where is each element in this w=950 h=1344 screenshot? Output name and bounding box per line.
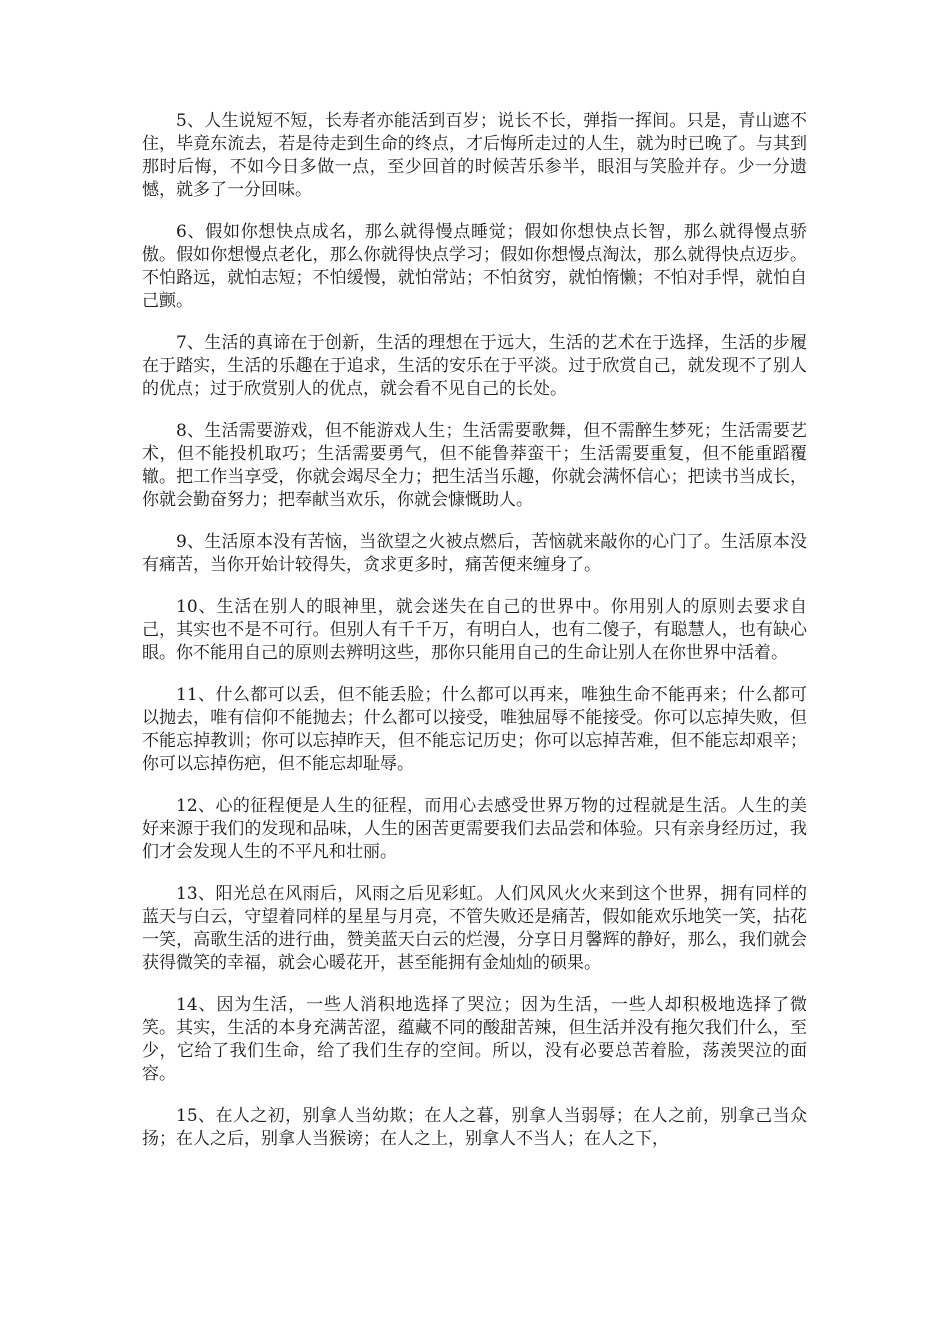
paragraph-7: 7、生活的真谛在于创新，生活的理想在于远大，生活的艺术在于选择，生活的步履在于踏实，生活的乐趣在于追求，生活的安乐在于平淡。过于欣赏自己，就发现不了别人的优点；过于欣赏别人的优点，就会看不见自己的长处。	[142, 333, 807, 399]
paragraph-12: 12、心的征程便是人生的征程，而用心去感受世界万物的过程就是生活。人生的美好来源于我们的发现和品味，人生的困苦更需要我们去品尝和体验。只有亲身经历过，我们才会发现人生的不平凡和壮丽。	[142, 796, 807, 862]
paragraph-11: 11、什么都可以丢，但不能丢脸；什么都可以再来，唯独生命不能再来；什么都可以抛去，唯有信仰不能抛去；什么都可以接受，唯独屈辱不能接受。你可以忘掉失败，但不能忘掉教训；你可以忘掉昨天，但不能忘记历史；你可以忘掉苦难，但不能忘却艰辛；你可以忘掉伤疤，但不能忘却耻辱。	[142, 685, 807, 774]
paragraph-9: 9、生活原本没有苦恼，当欲望之火被点燃后，苦恼就来敲你的心门了。生活原本没有痛苦，当你开始计较得失，贪求更多时，痛苦便来缠身了。	[142, 532, 807, 575]
document-body	[142, 110, 807, 1170]
paragraph-5: 5、人生说短不短，长寿者亦能活到百岁；说长不长，弹指一挥间。只是，青山遮不住，毕竟东流去，若是待走到生命的终点，才后悔所走过的人生，就为时已晚了。与其到那时后悔，不如今日多做一点，至少回首的时候苦乐参半，眼泪与笑脸并存。少一分遗憾，就多了一分回味。	[142, 111, 807, 200]
paragraph-13: 13、阳光总在风雨后，风雨之后见彩虹。人们风风火火来到这个世界，拥有同样的蓝天与白云，守望着同样的星星与月亮，不管失败还是痛苦，假如能欢乐地笑一笑，拈花一笑，高歌生活的进行曲，赞美蓝天白云的烂漫，分享日月馨辉的静好，那么，我们就会获得微笑的幸福，就会心暖花开，甚至能拥有金灿灿的硕果。	[142, 884, 807, 973]
paragraph-15: 15、在人之初，别拿人当幼欺；在人之暮，别拿人当弱辱；在人之前，别拿己当众扬；在人之后，别拿人当猴谤；在人之上，别拿人不当人；在人之下，	[142, 1106, 807, 1149]
paragraph-8: 8、生活需要游戏，但不能游戏人生；生活需要歌舞，但不需醉生梦死；生活需要艺术，但不能投机取巧；生活需要勇气，但不能鲁莽蛮干；生活需要重复，但不能重蹈覆辙。把工作当享受，你就会竭尽全力；把生活当乐趣，你就会满怀信心；把读书当成长，你就会勤奋努力；把奉献当欢乐，你就会慷慨助人。	[142, 421, 807, 510]
paragraph-6: 6、假如你想快点成名，那么就得慢点睡觉；假如你想快点长智，那么就得慢点骄傲。假如你想慢点老化，那么你就得快点学习；假如你想慢点淘汰，那么就得快点迈步。不怕路远，就怕志短；不怕缓慢，就怕常站；不怕贫穷，就怕惰懒；不怕对手悍，就怕自己颤。	[142, 222, 807, 311]
paragraph-10: 10、生活在别人的眼神里，就会迷失在自己的世界中。你用别人的原则去要求自己，其实也不是不可行。但别人有千千万，有明白人，也有二傻子，有聪慧人，也有缺心眼。你不能用自己的原则去辨明这些，那你只能用自己的生命让别人在你世界中活着。	[142, 597, 807, 663]
paragraph-14: 14、因为生活，一些人消积地选择了哭泣；因为生活，一些人却积极地选择了微笑。其实，生活的本身充满苦涩，蕴藏不同的酸甜苦辣，但生活并没有拖欠我们什么，至少，它给了我们生命，给了我们生存的空间。所以，没有必要总苦着脸，荡羡哭泣的面容。	[142, 995, 807, 1084]
